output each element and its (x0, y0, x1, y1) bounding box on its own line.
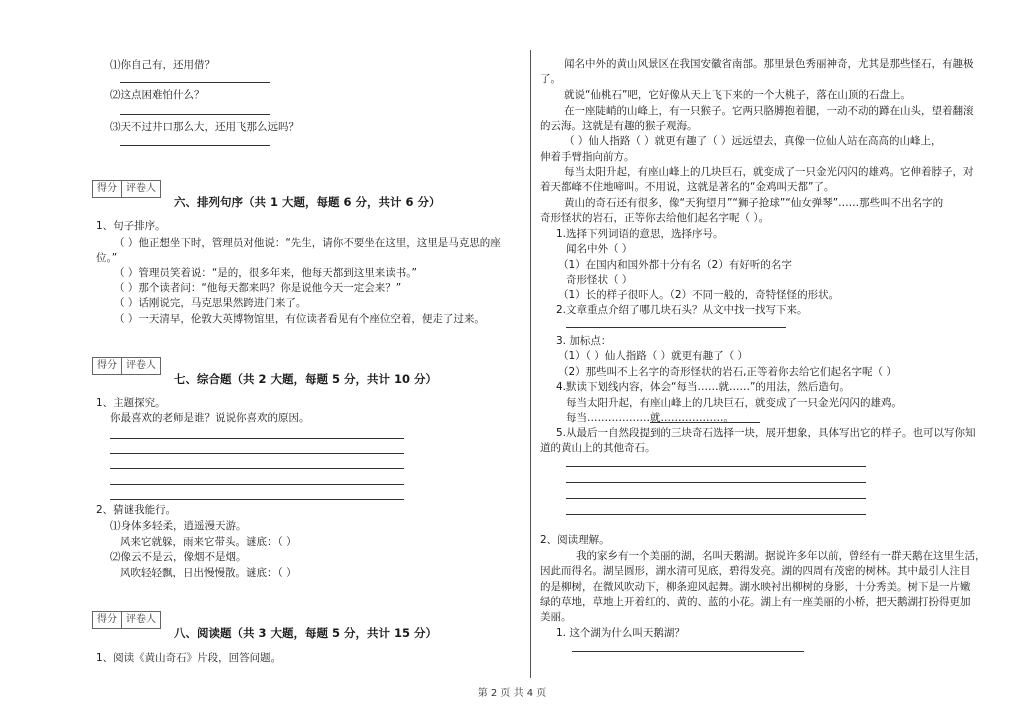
reviewer-label: 评卷人 (121, 181, 160, 197)
passage-line: 的云海。这就是有趣的猴子观海。 (540, 120, 698, 132)
s7-q1-prompt: 你最喜欢的老师是谁？说说你喜欢的原因。 (110, 412, 310, 424)
s6-line: （ ）一天清早，伦敦大英博物馆里，有位读者看见有个座位空着，便走了过来。 (114, 313, 485, 325)
answer-line[interactable] (110, 468, 404, 469)
answer-line[interactable] (566, 327, 786, 328)
passage-line: 因此而得名。湖呈圆形，湖水清可见底，碧得发亮。湖的四周有茂密的树林。其中最引人注目 (540, 565, 971, 577)
s6-line: （ ）话刚说完，马克思果然跨进门来了。 (114, 297, 307, 309)
q5-item-2: ⑵这点困难怕什么？ (110, 89, 205, 101)
passage-line: 奇形怪状的岩石，正等你去给他们起名字呢（ ）。 (540, 212, 770, 224)
answer-line[interactable] (566, 498, 866, 499)
page-number: 第 2 页 共 4 页 (477, 688, 547, 699)
passage-line: （ ）仙人指路（ ）就更有趣了（ ）远远望去，真像一位仙人站在高高的山峰上， (564, 135, 942, 147)
question-line: 闻名中外（ ） (566, 243, 633, 255)
s8-q1-label: 1、阅读《黄山奇石》片段，回答问题。 (96, 652, 282, 664)
s6-q1-label: 1、句子排序。 (96, 220, 166, 232)
question-line: 道的黄山上的其他奇石。 (540, 442, 656, 454)
passage-line: 绿的草地，草地上开着红的、黄的、蓝的小花。湖上有一座美丽的小桥，把天鹅湖打扮得更加 (540, 596, 971, 608)
passage-line: 美丽。 (540, 611, 572, 623)
answer-line[interactable] (110, 453, 404, 454)
score-label: 得分 (97, 360, 117, 371)
section-8-title: 八、阅读题（共 3 大题，每题 5 分，共计 15 分） (174, 626, 438, 640)
s6-line: （ ）他正想坐下时，管理员对他说：“先生，请你不要坐在这里，这里是马克思的座 (114, 237, 501, 249)
s7-q1-label: 1、主题探究。 (96, 397, 166, 409)
reviewer-label: 评卷人 (121, 358, 160, 374)
question-line: 4.默读下划线内容，体会“每当……就……”的用法，然后造句。 (556, 381, 850, 393)
question-line: 每当太阳升起，有座山峰上的几块巨石，就变成了一只金光闪闪的雄鸡。 (566, 397, 902, 409)
answer-line[interactable] (572, 651, 804, 652)
answer-line[interactable] (566, 482, 866, 483)
passage-line: 在一座陡峭的山峰上，有一只猴子。它两只胳膊抱着腿，一动不动的蹲在山头，望着翻滚 (564, 105, 974, 117)
passage-line: 了。 (540, 73, 561, 85)
answer-line[interactable] (566, 466, 866, 467)
question-line: （1）长的样子很吓人。（2）不同一般的，奇特怪怪的形状。 (558, 289, 840, 301)
question-line: （1）（ ）仙人指路（ ）就更有趣了（ ） (558, 350, 748, 362)
answer-line[interactable] (120, 82, 270, 83)
passage-line: 每当太阳升起，有座山峰上的几块巨石，就变成了一只金光闪闪的雄鸡。它伸着脖子，对 (564, 166, 974, 178)
riddle-line: 风来它就躲，雨来它带头。谜底：（ ） (120, 536, 297, 548)
answer-line[interactable] (650, 422, 760, 423)
score-box (92, 357, 161, 375)
reviewer-label: 评卷人 (121, 612, 160, 628)
question-line: 5.从最后一自然段提到的三块奇石选择一块，展开想象，具体写出它的样子。也可以写你知 (556, 427, 976, 439)
s6-line: 位。” (96, 252, 118, 264)
passage-line: 着天都峰不住地啼叫。不用说，这就是著名的“金鸡叫天都”了。 (540, 181, 835, 193)
s6-line: （ ）那个读者问：“他每天都来吗？你是说他今天一定会来？” (114, 282, 402, 294)
question-line: 2.文章重点介绍了哪几块石头？从文中找一找写下来。 (556, 304, 808, 316)
section-7-title: 七、综合题（共 2 大题，每题 5 分，共计 10 分） (174, 372, 438, 386)
question-line: 1. 这个湖为什么叫天鹅湖？ (556, 627, 685, 639)
riddle-line: 风吹轻轻飘，日出慢慢散。谜底：（ ） (120, 567, 297, 579)
s6-line: （ ）管理员笑着说：“是的，很多年来，他每天都到这里来读书。” (114, 267, 417, 279)
section-6-title: 六、排列句序（共 1 大题，每题 6 分，共计 6 分） (174, 195, 441, 209)
q5-item-1: ⑴你自己有，还用借？ (110, 59, 215, 71)
answer-line[interactable] (110, 499, 404, 500)
riddle-line: ⑴身体多轻柔，逍遥漫天游。 (110, 520, 247, 532)
answer-line[interactable] (120, 145, 270, 146)
question-line: 1.选择下列词语的意思，选择序号。 (556, 228, 724, 240)
riddle-line: ⑵像云不是云，像烟不是烟。 (110, 551, 247, 563)
question-line: （2）那些叫不上名字的奇形怪状的岩石,正等着你去给它们起名字呢（ ） (558, 366, 897, 378)
s7-q2-label: 2、猜谜我能行。 (96, 504, 177, 516)
passage-line: 就说“仙桃石”吧，它好像从天上飞下来的一个大桃子，落在山顶的石盘上。 (564, 89, 911, 101)
question-line: （1）在国内和国外都十分有名（2）有好听的名字 (558, 259, 792, 271)
answer-line[interactable] (110, 438, 404, 439)
question-line: 每当………………就………………。 (566, 412, 734, 424)
answer-line[interactable] (566, 514, 866, 515)
answer-line[interactable] (120, 114, 270, 115)
score-label: 得分 (97, 183, 117, 194)
score-label: 得分 (97, 614, 117, 625)
q5-item-3: ⑶天不过井口那么大，还用飞那么远吗？ (110, 121, 299, 133)
passage-line: 黄山的奇石还有很多，像“天狗望月”“狮子抢球”“仙女弹琴”……那些叫不出名字的 (564, 197, 944, 209)
question-line: 3. 加标点： (556, 335, 612, 347)
passage-line: 闻名中外的黄山风景区在我国安徽省南部。那里景色秀丽神奇，尤其是那些怪石，有趣极 (564, 58, 974, 70)
column-divider (530, 50, 531, 678)
score-box (92, 180, 161, 198)
passage-line: 的是柳树，在微风吹动下，柳条迎风起舞。湖水映衬出柳树的身影，十分秀美。树下是一片嫩 (540, 581, 971, 593)
passage-line: 伸着手臂指向前方。 (540, 151, 635, 163)
score-box (92, 611, 161, 629)
q2-label: 2、阅读理解。 (540, 534, 610, 546)
passage-line: 我的家乡有一个美丽的湖，名叫天鹅湖。据说许多年以前，曾经有一群天鹅在这里生活， (576, 550, 986, 562)
question-line: 奇形怪状（ ） (566, 274, 633, 286)
answer-line[interactable] (110, 484, 404, 485)
